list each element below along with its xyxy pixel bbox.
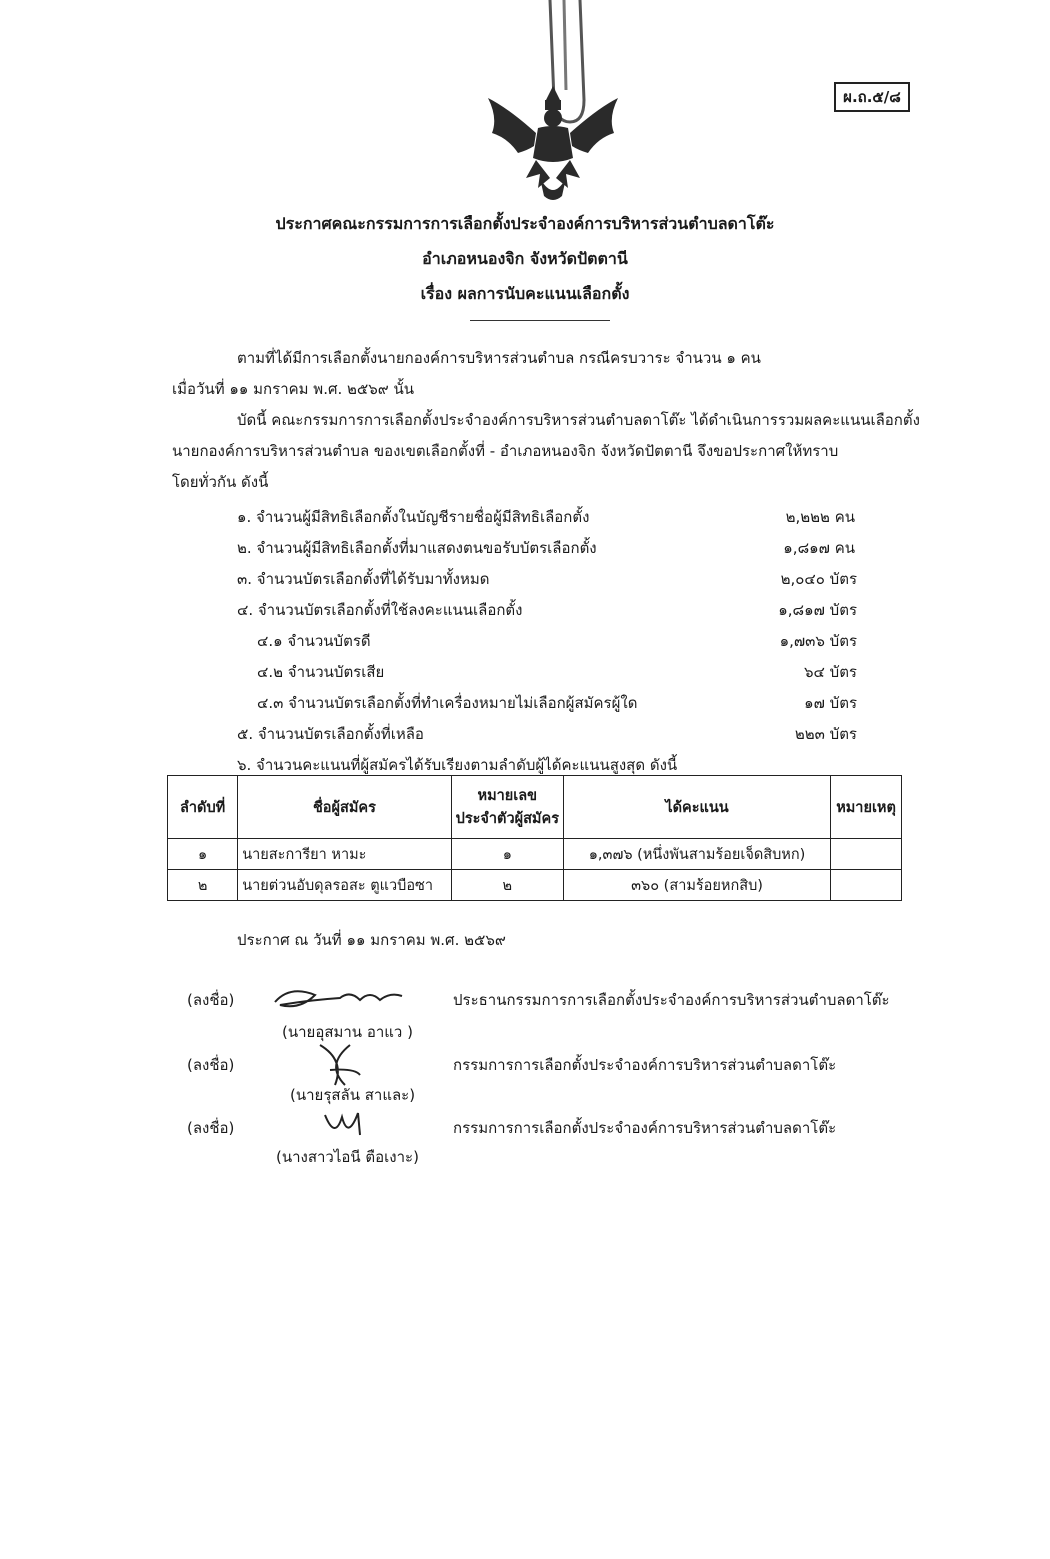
summary-value-1: ๒,๒๒๒ คน: [785, 508, 855, 526]
summary-label-5: ๕. จำนวนบัตรเลือกตั้งที่เหลือ: [237, 725, 424, 743]
garuda-emblem-icon: [478, 78, 628, 206]
summary-value-4: ๑,๘๑๗ บัตร: [778, 601, 857, 619]
summary-value-4-2: ๖๔ บัตร: [804, 663, 857, 681]
header-divider: [470, 320, 610, 321]
signature-label-2: (ลงชื่อ): [187, 1056, 235, 1074]
form-code-box: ผ.ถ.๕/๘: [834, 82, 910, 112]
summary-value-3: ๒,๐๔๐ บัตร: [780, 570, 857, 588]
cell-rank: ๑: [168, 839, 238, 870]
summary-label-4-1: ๔.๑ จำนวนบัตรดี: [257, 632, 371, 650]
results-table: [167, 775, 902, 901]
summary-label-1: ๑. จำนวนผู้มีสิทธิเลือกตั้งในบัญชีรายชื่อผู้มีสิทธิเลือกตั้ง: [237, 508, 590, 526]
signature-label-3: (ลงชื่อ): [187, 1119, 235, 1137]
signature-name-1: (นายอุสมาน อาแว ): [282, 1023, 413, 1041]
header-note: หมายเหตุ: [831, 776, 902, 839]
cell-name: นายต่วนอับดุลรอสะ ตูแวบือซา: [238, 870, 451, 901]
summary-value-4-3: ๑๗ บัตร: [804, 694, 857, 712]
summary-label-2: ๒. จำนวนผู้มีสิทธิเลือกตั้งที่มาแสดงตนขอรับบัตรเลือกตั้ง: [237, 539, 597, 557]
body-paragraph-1-line-2: เมื่อวันที่ ๑๑ มกราคม พ.ศ. ๒๕๖๙ นั้น: [172, 380, 415, 398]
cell-score: ๓๖๐ (สามร้อยหกสิบ): [563, 870, 830, 901]
summary-label-3: ๓. จำนวนบัตรเลือกตั้งที่ได้รับมาทั้งหมด: [237, 570, 490, 588]
summary-label-4-2: ๔.๒ จำนวนบัตรเสีย: [257, 663, 385, 681]
body-paragraph-2-line-2: นายกองค์การบริหารส่วนตำบล ของเขตเลือกตั้งที่ - อำเภอหนองจิก จังหวัดปัตตานี จึงขอประกาศให้ทราบ: [172, 442, 839, 460]
header-rank: ลำดับที่: [168, 776, 238, 839]
signature-role-2: กรรมการการเลือกตั้งประจำองค์การบริหารส่วนตำบลดาโต๊ะ: [453, 1056, 837, 1074]
header-number: [451, 776, 563, 839]
summary-value-4-1: ๑,๗๓๖ บัตร: [779, 632, 857, 650]
body-paragraph-2-line-1: บัดนี้ คณะกรรมการการเลือกตั้งประจำองค์การบริหารส่วนตำบลดาโต๊ะ ได้ดำเนินการรวมผลคะแนนเลือกตั้ง: [237, 411, 920, 429]
body-paragraph-2-line-3: โดยทั่วกัน ดังนี้: [172, 473, 269, 491]
table-row: [168, 839, 902, 870]
cell-note: [831, 839, 902, 870]
summary-value-5: ๒๒๓ บัตร: [794, 725, 857, 743]
summary-label-6: ๖. จำนวนคะแนนที่ผู้สมัครได้รับเรียงตามลำดับผู้ได้คะแนนสูงสุด ดังนี้: [237, 756, 678, 774]
signature-name-3: (นางสาวไอนี ตือเงาะ): [276, 1148, 419, 1166]
announce-date: ประกาศ ณ วันที่ ๑๑ มกราคม พ.ศ. ๒๕๖๙: [237, 931, 506, 949]
header-number-line-1: หมายเลข: [477, 788, 538, 804]
signature-role-1: ประธานกรรมการการเลือกตั้งประจำองค์การบริหารส่วนตำบลดาโต๊ะ: [453, 991, 890, 1009]
body-paragraph-1-line-1: ตามที่ได้มีการเลือกตั้งนายกองค์การบริหารส่วนตำบล กรณีครบวาระ จำนวน ๑ คน: [237, 349, 761, 367]
header-location: อำเภอหนองจิก จังหวัดปัตตานี: [422, 249, 628, 268]
signature-label-1: (ลงชื่อ): [187, 991, 235, 1009]
summary-label-4: ๔. จำนวนบัตรเลือกตั้งที่ใช้ลงคะแนนเลือกตั้ง: [237, 601, 523, 619]
signature-mark-1: [270, 980, 410, 1020]
cell-score: ๑,๓๗๖ (หนึ่งพันสามร้อยเจ็ดสิบหก): [563, 839, 830, 870]
header-score: ได้คะแนน: [563, 776, 830, 839]
cell-number: ๑: [451, 839, 563, 870]
table-row: [168, 870, 902, 901]
signature-mark-3: [320, 1105, 370, 1145]
cell-note: [831, 870, 902, 901]
cell-name: นายสะการียา หามะ: [238, 839, 451, 870]
summary-label-4-3: ๔.๓ จำนวนบัตรเลือกตั้งที่ทำเครื่องหมายไม่เลือกผู้สมัครผู้ใด: [257, 694, 638, 712]
header-number-line-2: ประจำตัวผู้สมัคร: [455, 811, 559, 827]
cell-rank: ๒: [168, 870, 238, 901]
header-name: ชื่อผู้สมัคร: [238, 776, 451, 839]
header-subject: เรื่อง ผลการนับคะแนนเลือกตั้ง: [420, 284, 630, 303]
signature-name-2: (นายรุสลัน สาและ): [290, 1086, 416, 1104]
signature-role-3: กรรมการการเลือกตั้งประจำองค์การบริหารส่วนตำบลดาโต๊ะ: [453, 1119, 837, 1137]
summary-value-2: ๑,๘๑๗ คน: [783, 539, 855, 557]
header-title: ประกาศคณะกรรมการการเลือกตั้งประจำองค์การบริหารส่วนตำบลดาโต๊ะ: [275, 214, 775, 233]
cell-number: ๒: [451, 870, 563, 901]
table-header-row: [168, 776, 902, 839]
